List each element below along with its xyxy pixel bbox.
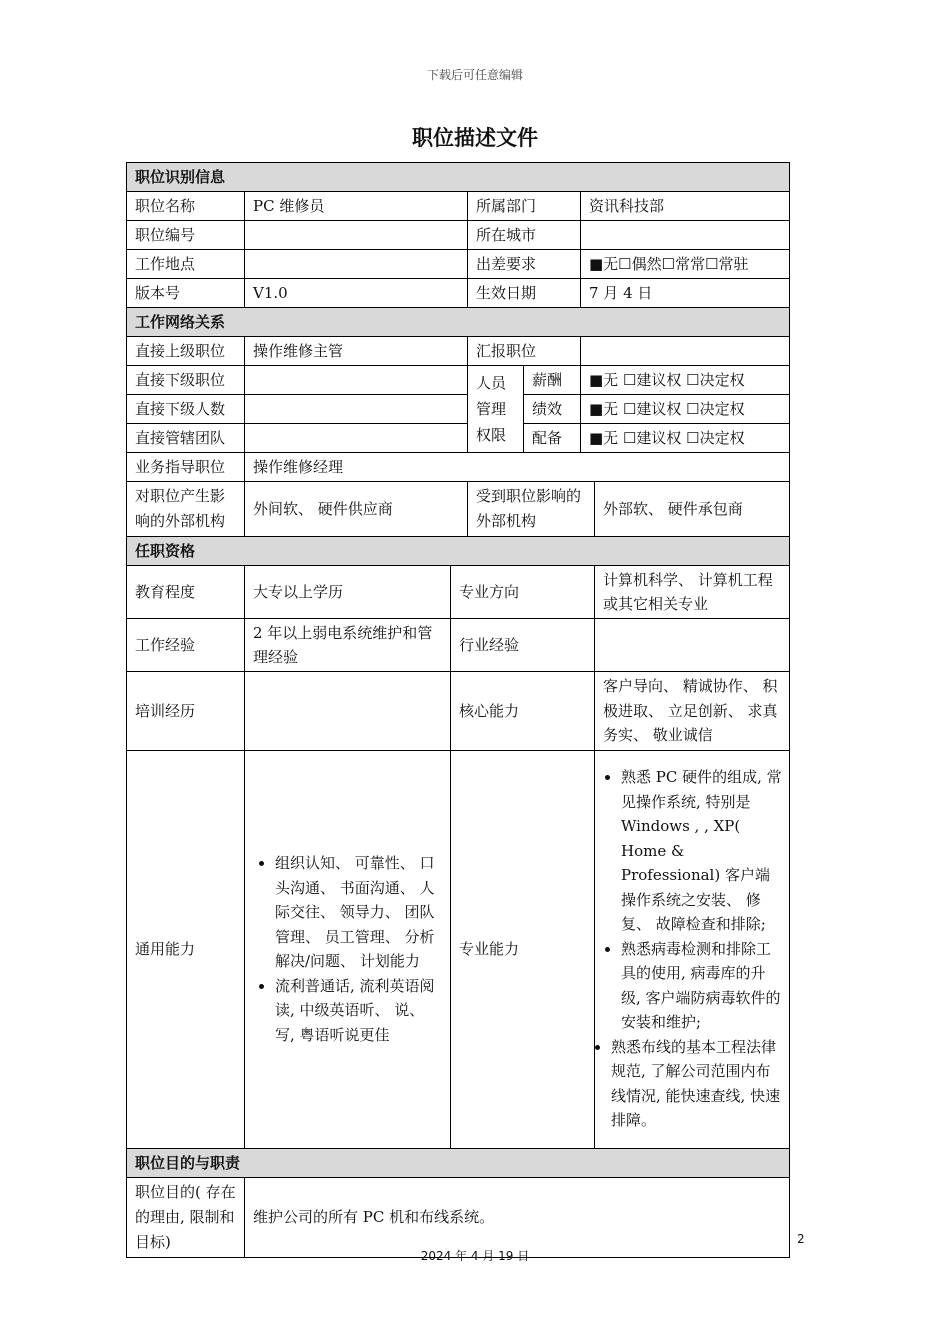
guide-value: 操作维修经理: [245, 453, 790, 482]
superior-label: 直接上级职位: [127, 337, 245, 366]
sub-count-value: [245, 395, 468, 424]
team-value: [245, 424, 468, 453]
document-title: 职位描述文件: [412, 126, 538, 150]
pro-ability-label: 专业能力: [451, 750, 595, 1148]
staff-value: ■无 ☐建议权 ☐决定权: [581, 424, 790, 453]
position-code-label: 职位编号: [127, 221, 245, 250]
affected-label: 受到职位影响的外部机构: [468, 482, 595, 537]
list-item: • 组织认知、 可靠性、 口头沟通、 书面沟通、 人际交往、 领导力、 团队管理、 员工管理、 分析解决/问题、 计划能力: [275, 851, 442, 974]
training-label: 培训经历: [127, 672, 245, 751]
version-value: V1.0: [245, 279, 468, 308]
department-label: 所属部门: [468, 192, 581, 221]
report-value: [581, 337, 790, 366]
effective-date-label: 生效日期: [468, 279, 581, 308]
list-item: • 熟悉布线的基本工程法律规范, 了解公司范围内布线情况, 能快速查线, 快速排障。: [611, 1035, 783, 1133]
effective-date-value: 7 月 4 日: [581, 279, 790, 308]
purpose-label: 职位目的( 存在的理由, 限制和目标): [127, 1177, 245, 1257]
affects-value: 外间软、 硬件供应商: [245, 482, 468, 537]
industry-label: 行业经验: [451, 619, 595, 672]
mgmt-line-1: 人员: [476, 374, 507, 392]
industry-value: [595, 619, 790, 672]
major-value: 计算机科学、 计算机工程或其它相关专业: [595, 566, 790, 619]
header-note: 下载后可任意编辑: [426, 68, 523, 82]
section-identity: 职位识别信息: [127, 163, 790, 192]
team-label: 直接管辖团队: [127, 424, 245, 453]
general-ability-value: [245, 750, 451, 1148]
salary-value: ■无 ☐建议权 ☐决定权: [581, 366, 790, 395]
location-value: [245, 250, 468, 279]
experience-value: 2 年以上弱电系统维护和管理经验: [245, 619, 451, 672]
subordinate-label: 直接下级职位: [127, 366, 245, 395]
perf-value: ■无 ☐建议权 ☐决定权: [581, 395, 790, 424]
pro-ability-list: [599, 765, 783, 1035]
major-label: 专业方向: [451, 566, 595, 619]
list-item: • 流利普通话, 流利英语阅读, 中级英语听、 说、 写, 粤语听说更佳: [275, 974, 442, 1048]
section-purpose: 职位目的与职责: [127, 1148, 790, 1177]
mgmt-authority-label: [468, 366, 524, 453]
city-label: 所在城市: [468, 221, 581, 250]
superior-value: 操作维修主管: [245, 337, 468, 366]
experience-label: 工作经验: [127, 619, 245, 672]
core-value: 客户导向、 精诚协作、 积极进取、 立足创新、 求真务实、 敬业诚信: [595, 672, 790, 751]
purpose-value: 维护公司的所有 PC 机和布线系统。: [245, 1177, 790, 1257]
report-label: 汇报职位: [468, 337, 581, 366]
salary-label: 薪酬: [524, 366, 581, 395]
general-ability-label: 通用能力: [127, 750, 245, 1148]
location-label: 工作地点: [127, 250, 245, 279]
staff-label: 配备: [524, 424, 581, 453]
pro-ability-list-last: [599, 1035, 783, 1133]
training-value: [245, 672, 451, 751]
position-code-value: [245, 221, 468, 250]
subordinate-value: [245, 366, 468, 395]
section-qualification: 任职资格: [127, 537, 790, 566]
affected-value: 外部软、 硬件承包商: [595, 482, 790, 537]
core-label: 核心能力: [451, 672, 595, 751]
department-value: 资讯科技部: [581, 192, 790, 221]
pro-ability-value: [595, 750, 790, 1148]
education-value: 大专以上学历: [245, 566, 451, 619]
position-name-value: PC 维修员: [245, 192, 468, 221]
affects-label: 对职位产生影响的外部机构: [127, 482, 245, 537]
mgmt-line-3: 权限: [476, 426, 507, 444]
mgmt-line-2: 管理: [476, 400, 507, 418]
guide-label: 业务指导职位: [127, 453, 245, 482]
sub-count-label: 直接下级人数: [127, 395, 245, 424]
perf-label: 绩效: [524, 395, 581, 424]
general-ability-list: [253, 851, 442, 1047]
list-item: • 熟悉病毒检测和排除工具的使用, 病毒库的升级, 客户端防病毒软件的安装和维护;: [621, 937, 783, 1035]
footer-date: 2024 年 4 月 19 日: [420, 1249, 530, 1263]
position-name-label: 职位名称: [127, 192, 245, 221]
travel-label: 出差要求: [468, 250, 581, 279]
education-label: 教育程度: [127, 566, 245, 619]
travel-value: ■无☐偶然☐常常☐常驻: [581, 250, 790, 279]
version-label: 版本号: [127, 279, 245, 308]
page-number: 2: [797, 1232, 805, 1246]
city-value: [581, 221, 790, 250]
section-network: 工作网络关系: [127, 308, 790, 337]
job-description-table: [126, 162, 790, 1258]
list-item: • 熟悉 PC 硬件的组成, 常见操作系统, 特别是 Windows , , XP( Home & Professional) 客户端操作系统之安装、 修复、 故障检查和排除;: [621, 765, 783, 937]
